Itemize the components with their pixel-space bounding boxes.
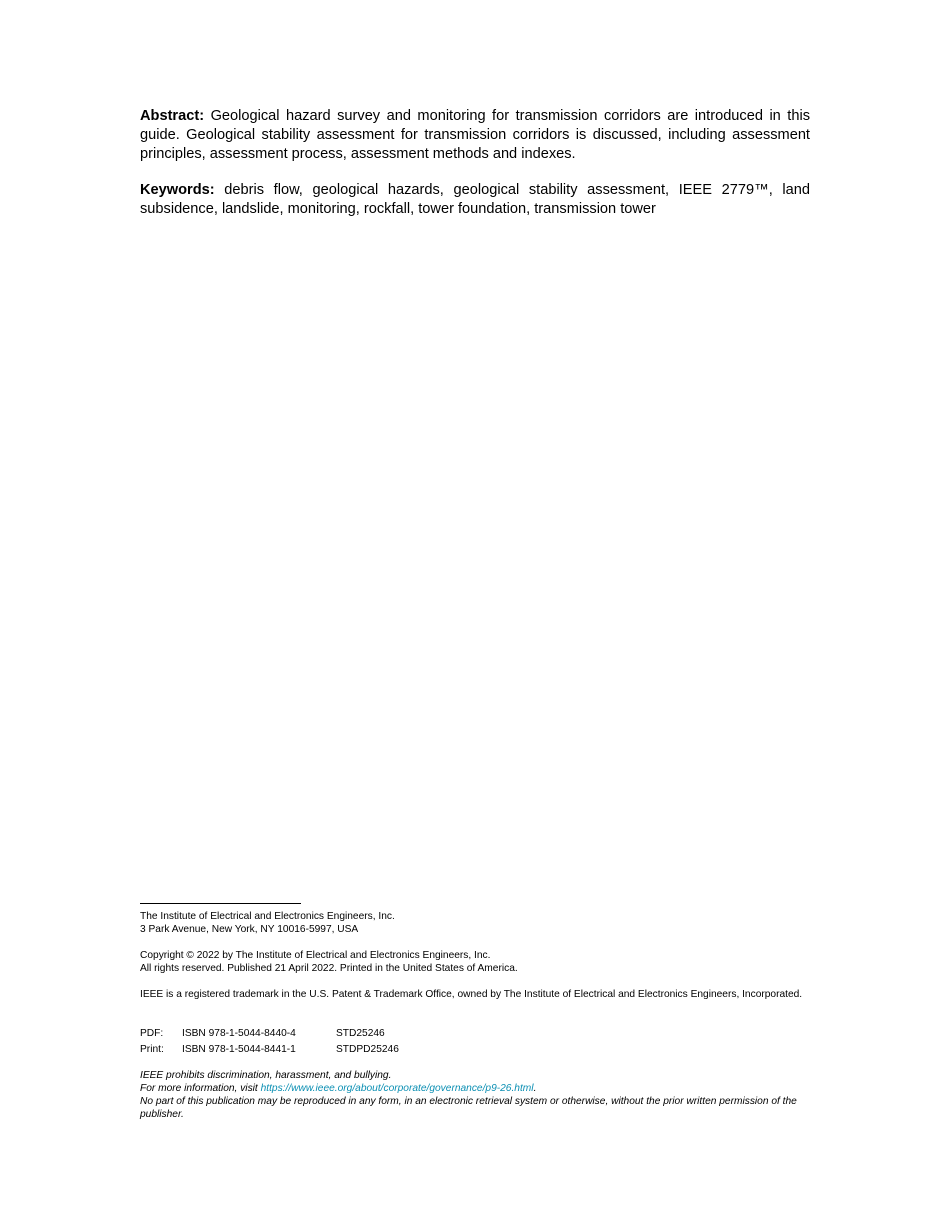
isbn-table xyxy=(140,1026,820,1058)
isbn-format: Print: xyxy=(140,1044,164,1055)
policy-link[interactable]: https://www.ieee.org/about/corporate/governance/p9-26.html xyxy=(260,1083,534,1094)
trademark-notice: IEEE is a registered trademark in the U.S. Patent & Trademark Office, owned by The Institute of Electrical and Electronics Engineers, Incorporated. xyxy=(140,989,803,1000)
abstract-label: Abstract: xyxy=(140,108,205,124)
keywords-text: debris flow, geological hazards, geological stability assessment, IEEE 2779™, land subsidence, landslide, monitoring, rockfall, tower foundation, transmission tower xyxy=(140,182,810,217)
reproduction-notice: No part of this publication may be reproduced in any form, in an electronic retrieval system or otherwise, without the prior written permission of the publisher. xyxy=(140,1096,797,1120)
copyright-line: Copyright © 2022 by The Institute of Electrical and Electronics Engineers, Inc. xyxy=(140,950,491,961)
more-info-suffix: . xyxy=(533,1083,537,1094)
publisher-address: 3 Park Avenue, New York, NY 10016-5997, USA xyxy=(140,924,359,935)
publisher-name: The Institute of Electrical and Electronics Engineers, Inc. xyxy=(140,911,395,922)
isbn-code: STDPD25246 xyxy=(336,1044,399,1055)
copyright-block xyxy=(140,949,820,975)
policy-block xyxy=(140,1069,820,1121)
isbn-row-print xyxy=(140,1042,820,1058)
abstract-text: Geological hazard survey and monitoring for transmission corridors are introduced in this guide. Geological stability assessment for transmission corridors is discussed, including assessment principles, assessment process, assessment methods and indexes. xyxy=(140,108,811,162)
keywords-paragraph xyxy=(140,181,810,219)
keywords-label: Keywords: xyxy=(140,182,215,198)
policy-statement: IEEE prohibits discrimination, harassment, and bullying. xyxy=(140,1070,392,1081)
isbn-row-pdf xyxy=(140,1026,820,1042)
isbn-format: PDF: xyxy=(140,1028,164,1039)
more-info-prefix: For more information, visit xyxy=(140,1083,261,1094)
more-info-line xyxy=(140,1082,820,1095)
isbn-number: ISBN 978-1-5044-8440-4 xyxy=(182,1028,296,1039)
publisher-block xyxy=(140,910,820,936)
footnote-divider xyxy=(140,903,301,904)
isbn-number: ISBN 978-1-5044-8441-1 xyxy=(182,1044,296,1055)
isbn-code: STD25246 xyxy=(336,1028,385,1039)
abstract-paragraph xyxy=(140,107,810,164)
rights-line: All rights reserved. Published 21 April 2022. Printed in the United States of America. xyxy=(140,963,518,974)
